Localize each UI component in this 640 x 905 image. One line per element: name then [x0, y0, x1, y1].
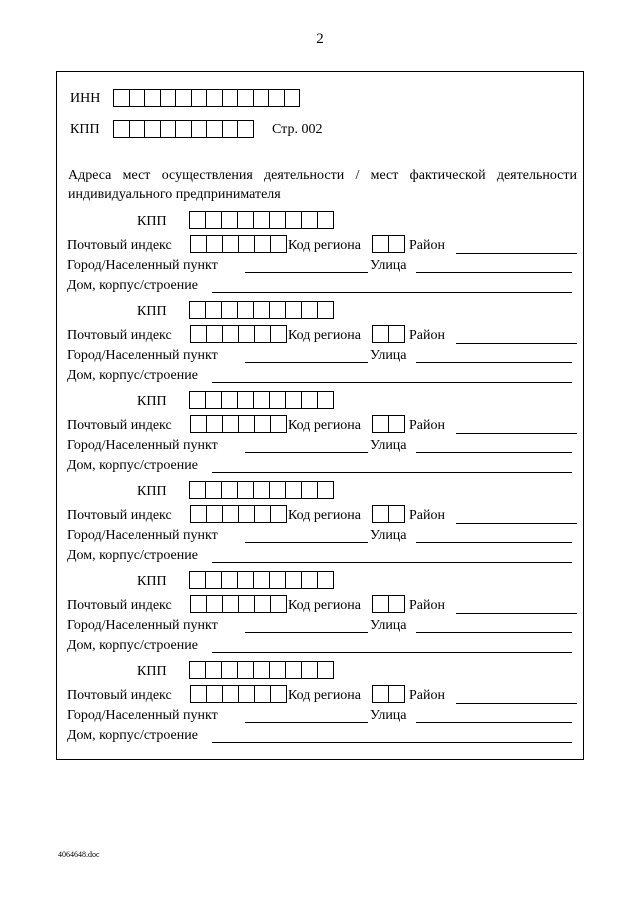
street-label: Улица	[370, 618, 407, 633]
input-cell[interactable]	[239, 595, 255, 613]
input-cell[interactable]	[206, 301, 222, 319]
region-code-label: Код региона	[288, 508, 362, 523]
input-cell[interactable]	[270, 391, 286, 409]
input-cell[interactable]	[271, 415, 287, 433]
city-label: Город/Населенный пункт	[67, 528, 218, 543]
input-cell[interactable]	[269, 89, 285, 107]
street-label: Улица	[370, 348, 407, 363]
input-cell[interactable]	[238, 661, 254, 679]
input-cell[interactable]	[145, 120, 161, 138]
street-field[interactable]	[416, 632, 572, 633]
district-field[interactable]	[456, 613, 577, 614]
street-field[interactable]	[416, 272, 572, 273]
city-field[interactable]	[245, 722, 368, 723]
input-cell[interactable]	[223, 505, 239, 523]
input-cell[interactable]	[190, 571, 206, 589]
kpp-label-6: КПП	[137, 664, 167, 679]
input-cell[interactable]	[255, 595, 271, 613]
input-cell[interactable]	[130, 89, 146, 107]
postal-index-cells[interactable]	[190, 235, 287, 253]
input-cell[interactable]	[145, 89, 161, 107]
house-label: Дом, корпус/строение	[67, 368, 198, 383]
input-cell[interactable]	[222, 571, 238, 589]
house-field[interactable]	[212, 472, 572, 473]
input-cell[interactable]	[285, 89, 301, 107]
postal-index-cells[interactable]	[190, 325, 287, 343]
input-cell[interactable]	[318, 301, 334, 319]
input-cell[interactable]	[271, 685, 287, 703]
house-field[interactable]	[212, 652, 572, 653]
input-cell[interactable]	[302, 661, 318, 679]
input-cell[interactable]	[373, 325, 389, 343]
input-cell[interactable]	[207, 415, 223, 433]
input-cell[interactable]	[255, 685, 271, 703]
input-cell[interactable]	[271, 505, 287, 523]
input-cell[interactable]	[318, 661, 334, 679]
input-cell[interactable]	[271, 235, 287, 253]
input-cell[interactable]	[191, 235, 207, 253]
house-label: Дом, корпус/строение	[67, 638, 198, 653]
postal-index-label: Почтовый индекс	[67, 418, 172, 433]
input-cell[interactable]	[254, 481, 270, 499]
input-cell[interactable]	[255, 415, 271, 433]
district-label: Район	[409, 418, 445, 433]
input-cell[interactable]	[239, 235, 255, 253]
input-cell[interactable]	[207, 325, 223, 343]
page-label: Стр. 002	[272, 122, 323, 137]
house-field[interactable]	[212, 562, 572, 563]
input-cell[interactable]	[239, 325, 255, 343]
input-cell[interactable]	[254, 301, 270, 319]
input-cell[interactable]	[270, 571, 286, 589]
kpp-cells[interactable]	[113, 120, 254, 138]
input-cell[interactable]	[318, 571, 334, 589]
postal-index-label: Почтовый индекс	[67, 598, 172, 613]
input-cell[interactable]	[238, 301, 254, 319]
input-cell[interactable]	[207, 685, 223, 703]
input-cell[interactable]	[223, 120, 239, 138]
intro-text: Адреса мест осуществления деятельности / мест фактической деятельности индивидуального предпринимателя	[68, 168, 577, 202]
input-cell[interactable]	[318, 391, 334, 409]
input-cell[interactable]	[286, 481, 302, 499]
district-field[interactable]	[456, 523, 577, 524]
postal-index-label: Почтовый индекс	[67, 508, 172, 523]
input-cell[interactable]	[389, 235, 405, 253]
city-label: Город/Населенный пункт	[67, 348, 218, 363]
input-cell[interactable]	[206, 391, 222, 409]
region-code-cells[interactable]	[372, 505, 405, 523]
kpp-label-5: КПП	[137, 574, 167, 589]
input-cell[interactable]	[238, 211, 254, 229]
input-cell[interactable]	[302, 481, 318, 499]
input-cell[interactable]	[286, 661, 302, 679]
street-field[interactable]	[416, 542, 572, 543]
district-label: Район	[409, 598, 445, 613]
input-cell[interactable]	[373, 235, 389, 253]
district-label: Район	[409, 238, 445, 253]
input-cell[interactable]	[222, 391, 238, 409]
street-label: Улица	[370, 708, 407, 723]
input-cell[interactable]	[223, 89, 239, 107]
input-cell[interactable]	[222, 481, 238, 499]
input-cell[interactable]	[190, 301, 206, 319]
input-cell[interactable]	[318, 211, 334, 229]
district-label: Район	[409, 508, 445, 523]
street-label: Улица	[370, 438, 407, 453]
kpp-cells-1[interactable]	[189, 211, 334, 229]
input-cell[interactable]	[190, 661, 206, 679]
input-cell[interactable]	[191, 595, 207, 613]
input-cell[interactable]	[389, 685, 405, 703]
input-cell[interactable]	[192, 89, 208, 107]
input-cell[interactable]	[176, 89, 192, 107]
city-label: Город/Населенный пункт	[67, 708, 218, 723]
input-cell[interactable]	[207, 89, 223, 107]
district-field[interactable]	[456, 703, 577, 704]
input-cell[interactable]	[389, 325, 405, 343]
city-field[interactable]	[245, 272, 368, 273]
city-label: Город/Населенный пункт	[67, 438, 218, 453]
input-cell[interactable]	[302, 301, 318, 319]
region-code-cells[interactable]	[372, 325, 405, 343]
input-cell[interactable]	[255, 505, 271, 523]
input-cell[interactable]	[238, 120, 254, 138]
input-cell[interactable]	[302, 571, 318, 589]
input-cell[interactable]	[373, 415, 389, 433]
input-cell[interactable]	[271, 325, 287, 343]
kpp-label: КПП	[70, 122, 100, 137]
inn-cells[interactable]	[113, 89, 300, 107]
house-label: Дом, корпус/строение	[67, 278, 198, 293]
kpp-label-4: КПП	[137, 484, 167, 499]
input-cell[interactable]	[190, 391, 206, 409]
input-cell[interactable]	[222, 211, 238, 229]
input-cell[interactable]	[222, 661, 238, 679]
input-cell[interactable]	[302, 391, 318, 409]
house-label: Дом, корпус/строение	[67, 458, 198, 473]
kpp-cells-5[interactable]	[189, 571, 334, 589]
region-code-label: Код региона	[288, 238, 362, 253]
input-cell[interactable]	[270, 481, 286, 499]
district-label: Район	[409, 688, 445, 703]
input-cell[interactable]	[286, 391, 302, 409]
input-cell[interactable]	[114, 89, 130, 107]
input-cell[interactable]	[206, 211, 222, 229]
inn-label: ИНН	[70, 91, 101, 106]
input-cell[interactable]	[190, 481, 206, 499]
input-cell[interactable]	[255, 235, 271, 253]
input-cell[interactable]	[239, 685, 255, 703]
house-label: Дом, корпус/строение	[67, 728, 198, 743]
input-cell[interactable]	[207, 595, 223, 613]
input-cell[interactable]	[255, 325, 271, 343]
input-cell[interactable]	[191, 685, 207, 703]
input-cell[interactable]	[238, 481, 254, 499]
input-cell[interactable]	[254, 661, 270, 679]
input-cell[interactable]	[254, 391, 270, 409]
postal-index-label: Почтовый индекс	[67, 328, 172, 343]
house-label: Дом, корпус/строение	[67, 548, 198, 563]
city-label: Город/Населенный пункт	[67, 258, 218, 273]
postal-index-label: Почтовый индекс	[67, 688, 172, 703]
input-cell[interactable]	[318, 481, 334, 499]
city-label: Город/Населенный пункт	[67, 618, 218, 633]
input-cell[interactable]	[238, 391, 254, 409]
postal-index-cells[interactable]	[190, 505, 287, 523]
house-field[interactable]	[212, 292, 572, 293]
street-field[interactable]	[416, 452, 572, 453]
kpp-label-2: КПП	[137, 304, 167, 319]
district-label: Район	[409, 328, 445, 343]
input-cell[interactable]	[270, 661, 286, 679]
region-code-cells[interactable]	[372, 235, 405, 253]
kpp-cells-2[interactable]	[189, 301, 334, 319]
input-cell[interactable]	[270, 301, 286, 319]
city-field[interactable]	[245, 452, 368, 453]
kpp-cells-6[interactable]	[189, 661, 334, 679]
input-cell[interactable]	[161, 120, 177, 138]
input-cell[interactable]	[373, 685, 389, 703]
input-cell[interactable]	[206, 661, 222, 679]
input-cell[interactable]	[223, 235, 239, 253]
input-cell[interactable]	[254, 211, 270, 229]
input-cell[interactable]	[389, 595, 405, 613]
input-cell[interactable]	[302, 211, 318, 229]
kpp-label-1: КПП	[137, 214, 167, 229]
input-cell[interactable]	[207, 505, 223, 523]
page-number: 2	[316, 31, 324, 47]
input-cell[interactable]	[130, 120, 146, 138]
input-cell[interactable]	[223, 415, 239, 433]
input-cell[interactable]	[223, 685, 239, 703]
input-cell[interactable]	[222, 301, 238, 319]
input-cell[interactable]	[389, 415, 405, 433]
city-field[interactable]	[245, 542, 368, 543]
kpp-cells-3[interactable]	[189, 391, 334, 409]
region-code-cells[interactable]	[372, 595, 405, 613]
input-cell[interactable]	[286, 211, 302, 229]
region-code-label: Код региона	[288, 688, 362, 703]
region-code-label: Код региона	[288, 418, 362, 433]
postal-index-cells[interactable]	[190, 595, 287, 613]
input-cell[interactable]	[192, 120, 208, 138]
input-cell[interactable]	[373, 505, 389, 523]
street-label: Улица	[370, 258, 407, 273]
input-cell[interactable]	[114, 120, 130, 138]
postal-index-cells[interactable]	[190, 685, 287, 703]
input-cell[interactable]	[286, 571, 302, 589]
district-field[interactable]	[456, 253, 577, 254]
postal-index-cells[interactable]	[190, 415, 287, 433]
kpp-label-3: КПП	[137, 394, 167, 409]
input-cell[interactable]	[223, 325, 239, 343]
region-code-label: Код региона	[288, 598, 362, 613]
input-cell[interactable]	[270, 211, 286, 229]
postal-index-label: Почтовый индекс	[67, 238, 172, 253]
street-field[interactable]	[416, 362, 572, 363]
street-label: Улица	[370, 528, 407, 543]
input-cell[interactable]	[176, 120, 192, 138]
input-cell[interactable]	[191, 415, 207, 433]
input-cell[interactable]	[286, 301, 302, 319]
house-field[interactable]	[212, 742, 572, 743]
input-cell[interactable]	[191, 325, 207, 343]
kpp-cells-4[interactable]	[189, 481, 334, 499]
footer-doc-name: 4064648.doc	[58, 850, 100, 859]
input-cell[interactable]	[161, 89, 177, 107]
input-cell[interactable]	[190, 211, 206, 229]
input-cell[interactable]	[207, 235, 223, 253]
region-code-label: Код региона	[288, 328, 362, 343]
input-cell[interactable]	[271, 595, 287, 613]
input-cell[interactable]	[254, 89, 270, 107]
input-cell[interactable]	[238, 89, 254, 107]
input-cell[interactable]	[389, 505, 405, 523]
region-code-cells[interactable]	[372, 685, 405, 703]
input-cell[interactable]	[239, 505, 255, 523]
house-field[interactable]	[212, 382, 572, 383]
input-cell[interactable]	[207, 120, 223, 138]
input-cell[interactable]	[223, 595, 239, 613]
city-field[interactable]	[245, 362, 368, 363]
input-cell[interactable]	[191, 505, 207, 523]
input-cell[interactable]	[206, 571, 222, 589]
district-field[interactable]	[456, 343, 577, 344]
input-cell[interactable]	[373, 595, 389, 613]
district-field[interactable]	[456, 433, 577, 434]
region-code-cells[interactable]	[372, 415, 405, 433]
input-cell[interactable]	[238, 571, 254, 589]
input-cell[interactable]	[254, 571, 270, 589]
street-field[interactable]	[416, 722, 572, 723]
city-field[interactable]	[245, 632, 368, 633]
input-cell[interactable]	[206, 481, 222, 499]
input-cell[interactable]	[239, 415, 255, 433]
